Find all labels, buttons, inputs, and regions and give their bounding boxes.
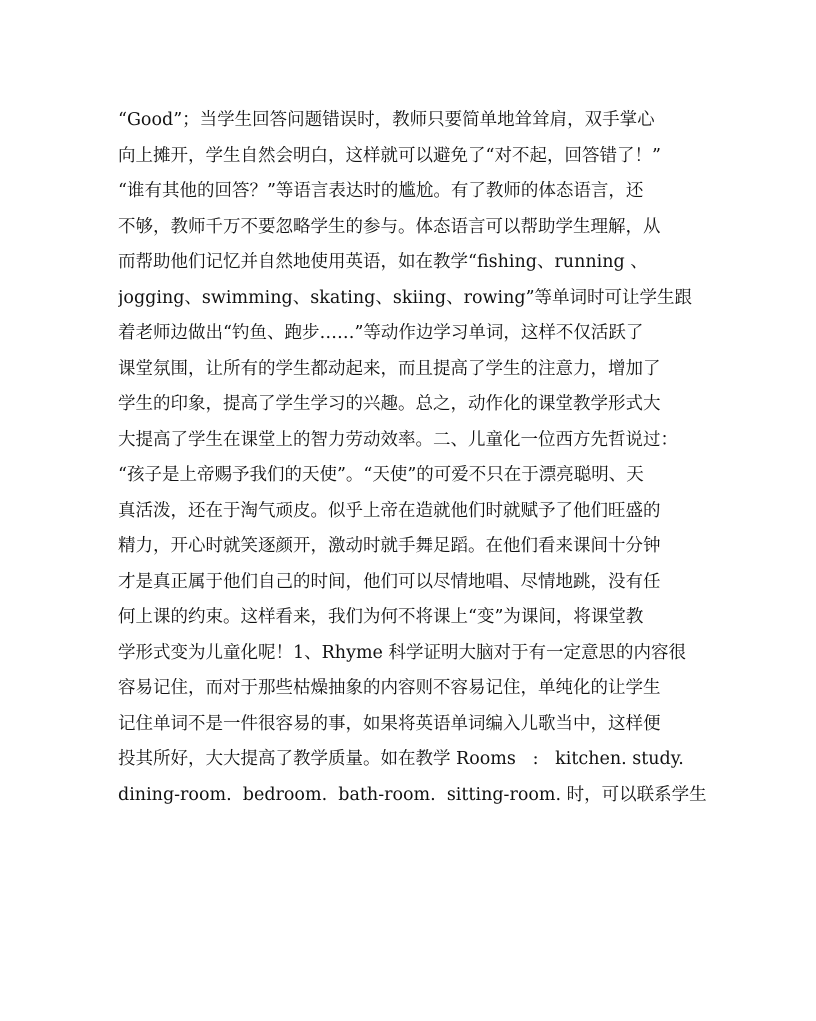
body-text xyxy=(118,103,714,813)
text-line: 大提高了学生在课堂上的智力劳动效率。二、儿童化一位西方先哲说过： xyxy=(118,429,678,450)
text-line: “Good”；当学生回答问题错误时，教师只要简单地耸耸肩，双手掌心 xyxy=(118,110,655,130)
text-line: 精力，开心时就笑逐颜开，激动时就手舞足蹈。在他们看来课间十分钟 xyxy=(118,536,661,556)
text-line: 而帮助他们记忆并自然地使用英语，如在教学“fishing、running 、 xyxy=(118,252,648,272)
text-line: 课堂氛围，让所有的学生都动起来，而且提高了学生的注意力，增加了 xyxy=(118,358,661,379)
text-line: 不够，教师千万不要忽略学生的参与。体态语言可以帮助学生理解，从 xyxy=(118,216,661,237)
text-line: 学生的印象，提高了学生学习的兴趣。总之，动作化的课堂教学形式大 xyxy=(118,394,661,414)
text-line: 何上课的约束。这样看来，我们为何不将课上“变”为课间，将课堂教 xyxy=(118,607,644,627)
text-line: 着老师边做出“钓鱼、跑步……”等动作边学习单词，这样不仅活跃了 xyxy=(118,323,644,343)
text-line: 真活泼，还在于淘气顽皮。似乎上帝在造就他们时就赋予了他们旺盛的 xyxy=(118,500,661,521)
text-line: 记住单词不是一件很容易的事，如果将英语单词编入儿歌当中，这样便 xyxy=(118,713,661,734)
text-line: 容易记住，而对于那些枯燥抽象的内容则不容易记住，单纯化的让学生 xyxy=(118,678,661,698)
text-line: 向上摊开，学生自然会明白，这样就可以避免了“对不起，回答错了！” xyxy=(118,145,661,166)
text-line: “谁有其他的回答？”等语言表达时的尴尬。有了教师的体态语言，还 xyxy=(118,181,644,201)
text-line: 学形式变为儿童化呢！1、Rhyme 科学证明大脑对于有一定意思的内容很 xyxy=(118,642,686,663)
text-line: dining-room. bedroom. bath-room. sitting-room. 时，可以联系学生 xyxy=(118,784,707,805)
text-line: jogging、swimming、skating、skiing、rowing”等单词时可让学生跟 xyxy=(118,287,693,308)
text-line: “孩子是上帝赐予我们的天使”。“天使”的可爱不只在于漂亮聪明、天 xyxy=(118,465,644,485)
text-line: 投其所好，大大提高了教学质量。如在教学 Rooms : kitchen. study. xyxy=(118,749,684,769)
text-line: 才是真正属于他们自己的时间，他们可以尽情地唱、尽情地跳，没有任 xyxy=(118,571,661,592)
